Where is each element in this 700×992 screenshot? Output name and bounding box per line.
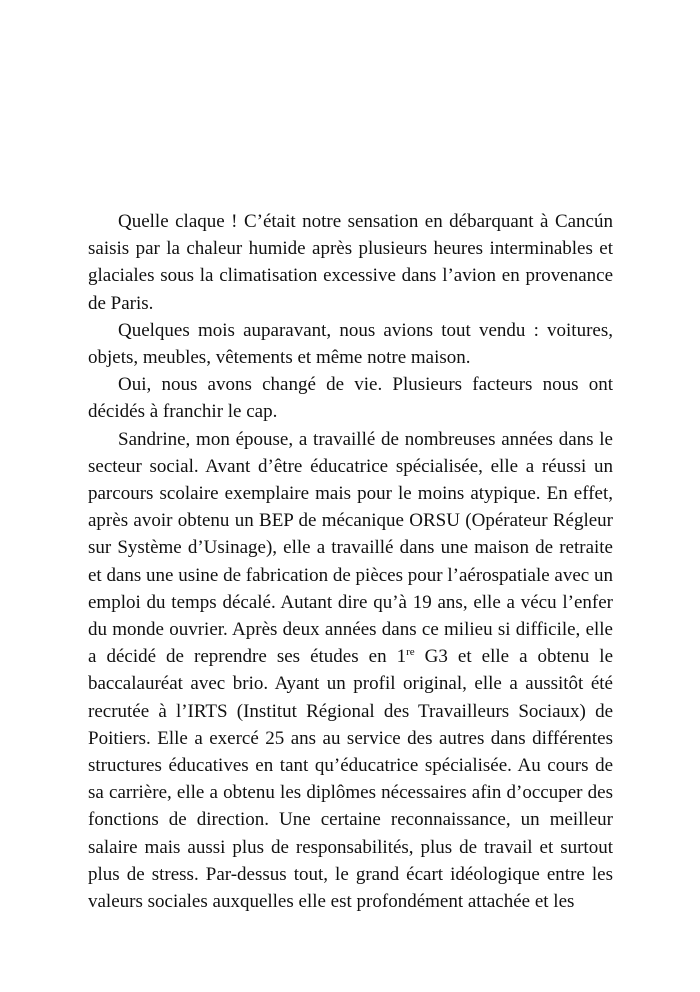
paragraph-sandrine-career [88, 426, 613, 916]
paragraph-changed-life: Oui, nous avons changé de vie. Plusieurs facteurs nous ont décidés à franchir le cap. [88, 374, 613, 423]
paragraph-sold-everything: Quelques mois auparavant, nous avions tout vendu : voitures, objets, meubles, vêtements et même notre maison. [88, 319, 613, 369]
paragraph-text-after: G3 et elle a obtenu le baccalauréat avec brio. Ayant un profil original, elle a aussitôt été recrutée à l’IRTS (Institut Régional des Travailleurs Sociaux) de Poitiers. Elle a exercé 25 ans au service des autres dans différentes structures éducatives en tant qu’éducatrice spécialisée. Au cours de sa carrière, elle a obtenu les diplômes nécessaires afin d’occuper des fonctions de direction. Une certaine reconnaissance, un meilleur salaire mais aussi plus de responsabilités, plus de travail et surtout plus de stress. Par-dessus tout, le grand écart idéologique entre les valeurs sociales auxquelles elle est profondément attachée et les [88, 646, 613, 913]
document-page [88, 208, 613, 915]
paragraph-text-before: Sandrine, mon épouse, a travaillé de nombreuses années dans le secteur social. Avant d’être éducatrice spécialisée, elle a réussi un parcours scolaire exemplaire mais pour le moins atypique. En effet, après avoir obtenu un BEP de mécanique ORSU (Opérateur Régleur sur Système d’Usinage), elle a travaillé dans une maison de retraite et dans une usine de fabrication de pièces pour l’aérospatiale avec un emploi du temps décalé. Autant dire qu’à 19 ans, elle a vécu l’enfer du monde ouvrier. Après deux années dans ce milieu si difficile, elle a décidé de reprendre ses études en 1 [88, 428, 613, 668]
paragraph-arrival: Quelle claque ! C’était notre sensation en débarquant à Cancún saisis par la chaleur humide après plusieurs heures interminables et glaciales sous la climatisation excessive dans l’avion en provenance de Paris. [88, 211, 613, 314]
ordinal-superscript: re [406, 646, 415, 659]
